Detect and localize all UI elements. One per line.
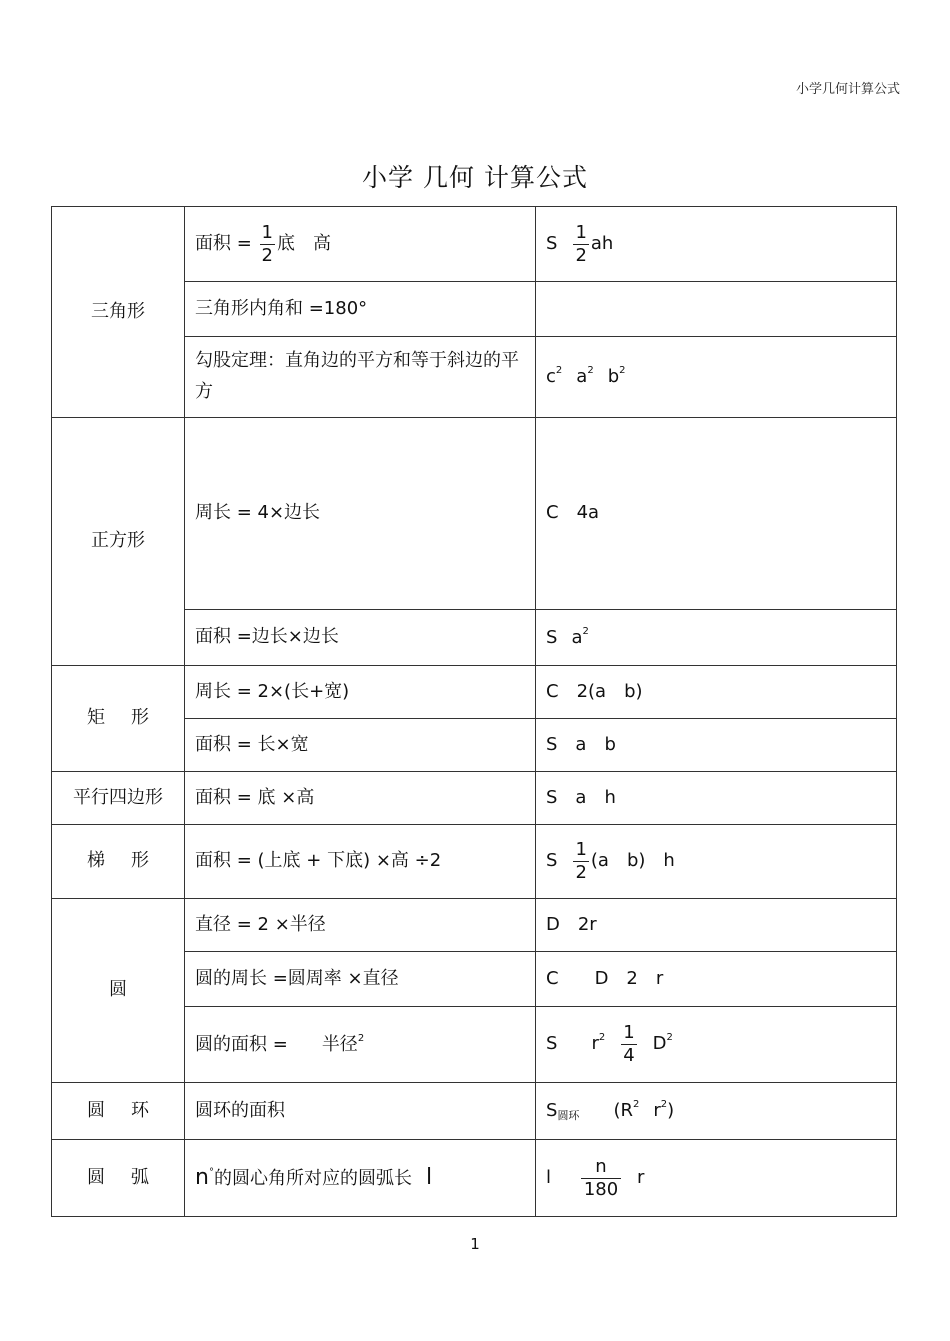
formula-symbol: l <box>425 1165 433 1191</box>
subscript: 圆环 <box>557 1109 580 1123</box>
exponent: 2 <box>619 365 626 377</box>
exponent: 2 <box>660 1099 668 1111</box>
rule-square-area: 面积 =边长×边长 <box>185 610 536 666</box>
fraction-denominator: 2 <box>575 862 587 883</box>
table-row <box>52 1140 897 1217</box>
rule-circle-area <box>185 1007 536 1083</box>
formula-table <box>51 206 897 1217</box>
shape-triangle: 三角形 <box>52 207 185 418</box>
rule-text: 半径 <box>321 1033 358 1055</box>
exponent: 2 <box>582 625 589 637</box>
formula-symbol: r <box>637 1167 645 1188</box>
formula-symbol: (R <box>613 1100 633 1122</box>
formula-ring-area <box>536 1083 897 1140</box>
shape-parallelogram: 平行四边形 <box>52 772 185 825</box>
formula-symbol: ah <box>590 233 614 254</box>
formula-symbol: ) <box>667 1100 675 1122</box>
fraction <box>573 839 588 883</box>
page-title: 小学 几何 计算公式 <box>362 163 588 192</box>
rule-parallelogram-area: 面积 = 底 ×高 <box>185 772 536 825</box>
rule-ring-area: 圆环的面积 <box>185 1083 536 1140</box>
rule-triangle-area <box>185 207 536 282</box>
fraction-numerator: 1 <box>261 221 273 243</box>
formula-symbol: n <box>195 1165 209 1191</box>
formula-empty <box>536 282 897 337</box>
formula-symbol: S <box>546 1033 558 1055</box>
formula-parallelogram-area: S a h <box>536 772 897 825</box>
exponent: 2 <box>555 365 563 377</box>
formula-pythagoras <box>536 337 897 418</box>
formula-trapezoid-area <box>536 825 897 899</box>
fraction-numerator: 1 <box>575 839 587 861</box>
formula-circle-diameter: D 2r <box>536 899 897 952</box>
rule-pythagoras: 勾股定理：直角边的平方和等于斜边的平方 <box>185 337 536 418</box>
formula-rectangle-perimeter: C 2(a b) <box>536 666 897 719</box>
formula-symbol: D <box>652 1033 667 1055</box>
exponent: 2 <box>357 1032 365 1044</box>
rule-triangle-angle-sum: 三角形内角和 =180° <box>185 282 536 337</box>
formula-rectangle-area: S a b <box>536 719 897 772</box>
degree-symbol: ° <box>208 1167 214 1179</box>
formula-symbol: r <box>591 1033 599 1055</box>
rule-square-perimeter: 周长 = 4×边长 <box>185 418 536 610</box>
exponent: 2 <box>666 1032 673 1044</box>
rule-text: 的圆心角所对应的圆弧长 <box>213 1168 412 1190</box>
rule-rectangle-perimeter: 周长 = 2×(长+宽) <box>185 666 536 719</box>
table-row <box>52 418 897 610</box>
formula-circle-circumference: C D 2 r <box>536 952 897 1007</box>
table-row <box>52 772 897 825</box>
fraction-numerator: 1 <box>623 1022 635 1044</box>
rule-circle-circumference: 圆的周长 =圆周率 ×直径 <box>185 952 536 1007</box>
rule-text: 圆的面积 = <box>195 1033 288 1055</box>
rule-text: 面积 = <box>195 233 258 254</box>
formula-circle-area <box>536 1007 897 1083</box>
formula-arc-length <box>536 1140 897 1217</box>
shape-ring: 圆环 <box>52 1083 185 1140</box>
formula-symbol: l <box>546 1167 552 1188</box>
fraction-denominator: 4 <box>623 1045 635 1066</box>
formula-square-area <box>536 610 897 666</box>
shape-rectangle: 矩形 <box>52 666 185 772</box>
formula-symbol: S <box>546 1100 558 1122</box>
fraction-denominator: 180 <box>583 1178 619 1200</box>
fraction <box>581 1156 621 1200</box>
exponent: 2 <box>598 1032 606 1044</box>
exponent: 2 <box>632 1099 640 1111</box>
formula-symbol: a <box>576 366 588 388</box>
table-row <box>52 666 897 719</box>
table-row <box>52 207 897 282</box>
fraction <box>260 222 275 266</box>
formula-symbol: (a b) h <box>590 850 675 872</box>
formula-symbol: S <box>546 233 558 254</box>
table-row <box>52 1083 897 1140</box>
rule-rectangle-area: 面积 = 长×宽 <box>185 719 536 772</box>
formula-symbol: S <box>546 626 558 648</box>
page-number: 1 <box>470 1235 480 1253</box>
formula-symbol: r <box>653 1100 661 1122</box>
rule-trapezoid-area: 面积 = (上底 + 下底) ×高 ÷2 <box>185 825 536 899</box>
shape-square: 正方形 <box>52 418 185 666</box>
fraction-numerator: 1 <box>575 221 587 243</box>
formula-symbol: c <box>546 366 556 388</box>
fraction <box>621 1022 636 1066</box>
formula-symbol: S <box>546 850 558 872</box>
shape-arc: 圆弧 <box>52 1140 185 1217</box>
shape-circle: 圆 <box>52 899 185 1083</box>
fraction-denominator: 2 <box>261 244 273 266</box>
rule-circle-diameter: 直径 = 2 ×半径 <box>185 899 536 952</box>
rule-arc-length <box>185 1140 536 1217</box>
formula-symbol: b <box>607 366 620 388</box>
fraction-denominator: 2 <box>575 244 587 266</box>
shape-trapezoid: 梯形 <box>52 825 185 899</box>
fraction-numerator: n <box>581 1156 621 1179</box>
rule-text: 底 高 <box>276 233 331 254</box>
table-row <box>52 899 897 952</box>
exponent: 2 <box>587 365 594 377</box>
formula-symbol: a <box>571 626 583 648</box>
table-row <box>52 825 897 899</box>
formula-triangle-area <box>536 207 897 282</box>
header-note: 小学几何计算公式 <box>795 82 900 97</box>
formula-square-perimeter: C 4a <box>536 418 897 610</box>
fraction <box>573 222 588 266</box>
